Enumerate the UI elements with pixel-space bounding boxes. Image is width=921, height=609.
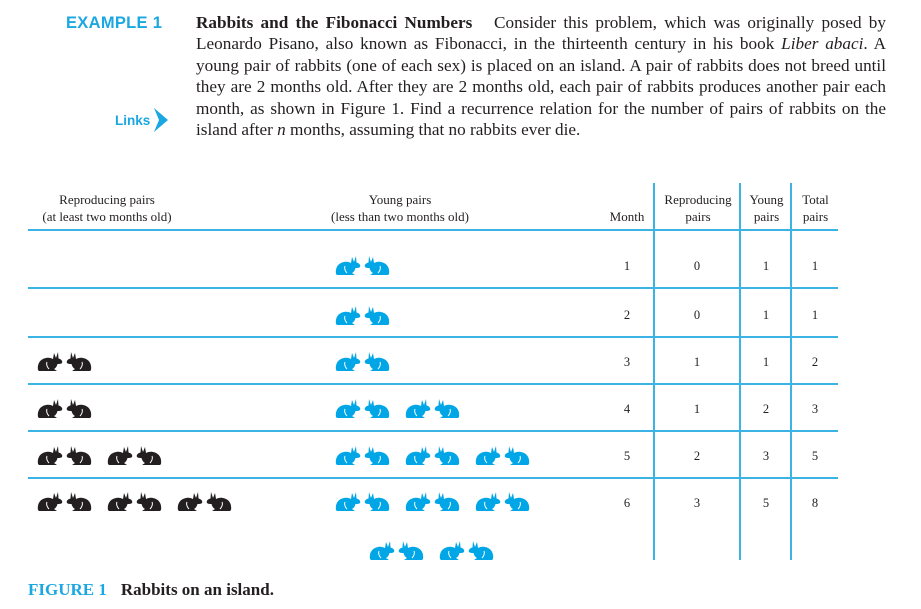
young-pairs-row: [334, 397, 461, 419]
header-col-repro-2: pairs: [685, 209, 711, 224]
reproducing-pairs-row: [36, 490, 233, 512]
rabbit-icon: [363, 444, 391, 466]
rabbit-icon: [176, 490, 204, 512]
divider-row: [28, 287, 838, 289]
cell-reproducing: 3: [693, 496, 701, 510]
divider-row: [28, 430, 838, 432]
young-rabbit-pair: [404, 490, 461, 512]
cell-total: 2: [811, 355, 819, 369]
header-col-total: [793, 191, 838, 225]
reproducing-rabbit-pair: [106, 444, 163, 466]
rabbit-icon: [368, 539, 396, 561]
column-divider: [790, 183, 792, 560]
rabbit-icon: [334, 444, 362, 466]
rabbit-icon: [363, 254, 391, 276]
chevron-right-icon: [154, 108, 168, 132]
young-rabbit-pair: [334, 490, 391, 512]
example-label: EXAMPLE 1: [66, 14, 163, 32]
variable-n: n: [277, 120, 286, 140]
rabbit-icon: [404, 490, 432, 512]
rabbit-icon: [438, 539, 466, 561]
reproducing-pairs-row: [36, 444, 163, 466]
example-text-3: months, assuming that no rabbits ever die.: [285, 120, 581, 140]
rabbit-icon: [334, 490, 362, 512]
young-pairs-row: [334, 304, 391, 326]
rabbit-icon: [106, 490, 134, 512]
header-month: Month: [609, 209, 645, 224]
rabbit-icon: [36, 490, 64, 512]
rabbit-icon: [65, 444, 93, 466]
cell-total: 3: [811, 402, 819, 416]
rabbit-icon: [135, 490, 163, 512]
figure-caption-text: Rabbits on an island.: [120, 580, 274, 599]
cell-reproducing: 1: [693, 355, 701, 369]
rabbit-icon: [36, 444, 64, 466]
cell-reproducing: 0: [693, 259, 701, 273]
young-rabbit-pair: [334, 350, 391, 372]
cell-young: 1: [762, 355, 770, 369]
reproducing-rabbit-pair: [106, 490, 163, 512]
column-divider: [653, 183, 655, 560]
example-text-1: Consider this problem, which was originally posed by Leonardo Pisano, also known as Fibonacci, in the thirteenth century in his book: [196, 13, 886, 54]
cell-reproducing: 2: [693, 449, 701, 463]
young-rabbit-pair: [404, 397, 461, 419]
rabbit-icon: [65, 350, 93, 372]
reproducing-rabbit-pair: [36, 490, 93, 512]
cell-total: 8: [811, 496, 819, 510]
young-rabbit-pair: [334, 304, 391, 326]
rabbit-icon: [404, 397, 432, 419]
young-pairs-row: [334, 490, 531, 512]
cell-month: 2: [623, 308, 631, 322]
links-button[interactable]: [115, 108, 168, 132]
rabbit-icon: [363, 304, 391, 326]
column-divider: [739, 183, 741, 560]
reproducing-rabbit-pair: [176, 490, 233, 512]
young-pairs-row: [368, 539, 495, 561]
cell-reproducing: 0: [693, 308, 701, 322]
rabbit-icon: [36, 397, 64, 419]
book-title: Liber abaci: [781, 34, 864, 54]
header-reproducing-line1: Reproducing pairs: [59, 192, 155, 207]
young-rabbit-pair: [474, 444, 531, 466]
rabbit-icon: [205, 490, 233, 512]
header-young-pairs: [310, 191, 490, 225]
example-text-2: . A young pair of rabbits (one of each sex) is placed on an island. A pair of rabbits does not breed until they are 2 months old. After they are 2 months old, each pair of rabbits produces another pair each month, as shown in Figure 1. Find a recurrence relation for the number of pairs of rabbits on the island after: [196, 34, 886, 140]
rabbit-icon: [363, 397, 391, 419]
header-col-total-1: Total: [802, 192, 829, 207]
cell-young: 3: [762, 449, 770, 463]
young-pairs-row: [334, 254, 391, 276]
rabbit-icon: [503, 444, 531, 466]
young-rabbit-pair: [438, 539, 495, 561]
header-young-line2: (less than two months old): [331, 209, 469, 224]
example-title: Rabbits and the Fibonacci Numbers: [196, 13, 473, 32]
cell-month: 6: [623, 496, 631, 510]
reproducing-pairs-row: [36, 397, 93, 419]
rabbit-icon: [334, 397, 362, 419]
young-rabbit-pair: [334, 397, 391, 419]
cell-total: 5: [811, 449, 819, 463]
rabbit-icon: [65, 397, 93, 419]
cell-month: 1: [623, 259, 631, 273]
rabbit-icon: [65, 490, 93, 512]
rabbit-icon: [36, 350, 64, 372]
reproducing-pairs-row: [36, 350, 93, 372]
rabbit-icon: [433, 444, 461, 466]
divider-row: [28, 383, 838, 385]
header-col-total-2: pairs: [802, 209, 829, 224]
example-paragraph: [196, 12, 886, 140]
cell-month: 5: [623, 449, 631, 463]
rabbit-icon: [433, 490, 461, 512]
young-rabbit-pair: [334, 254, 391, 276]
divider-row: [28, 477, 838, 479]
young-pairs-row: [334, 444, 531, 466]
divider-row: [28, 336, 838, 338]
young-rabbit-pair: [474, 490, 531, 512]
header-reproducing-line2: (at least two months old): [42, 209, 172, 224]
cell-total: 1: [811, 308, 819, 322]
rabbit-icon: [404, 444, 432, 466]
cell-total: 1: [811, 259, 819, 273]
rabbit-icon: [363, 490, 391, 512]
rabbit-icon: [334, 304, 362, 326]
cell-young: 2: [762, 402, 770, 416]
header-col-young: [742, 191, 791, 225]
divider-header: [28, 229, 838, 231]
young-rabbit-pair: [404, 444, 461, 466]
header-col-reproducing: [656, 191, 740, 225]
cell-young: 1: [762, 308, 770, 322]
header-col-repro-1: Reproducing: [664, 192, 732, 207]
rabbit-icon: [334, 350, 362, 372]
reproducing-rabbit-pair: [36, 350, 93, 372]
figure-caption: [28, 580, 274, 600]
cell-young: 5: [762, 496, 770, 510]
young-pairs-row: [334, 350, 391, 372]
rabbit-icon: [503, 490, 531, 512]
rabbit-icon: [363, 350, 391, 372]
figure-number: FIGURE 1: [28, 580, 107, 599]
rabbit-icon: [474, 490, 502, 512]
rabbit-icon: [106, 444, 134, 466]
rabbit-icon: [474, 444, 502, 466]
cell-young: 1: [762, 259, 770, 273]
links-label: Links: [115, 112, 151, 128]
reproducing-rabbit-pair: [36, 444, 93, 466]
cell-month: 4: [623, 402, 631, 416]
header-col-young-2: pairs: [753, 209, 780, 224]
header-reproducing-pairs: [28, 191, 186, 225]
young-rabbit-pair: [334, 444, 391, 466]
rabbit-icon: [135, 444, 163, 466]
reproducing-rabbit-pair: [36, 397, 93, 419]
rabbit-icon: [397, 539, 425, 561]
rabbit-icon: [334, 254, 362, 276]
header-col-young-1: Young: [749, 192, 784, 207]
cell-month: 3: [623, 355, 631, 369]
young-rabbit-pair: [368, 539, 425, 561]
rabbit-icon: [467, 539, 495, 561]
header-young-line1: Young pairs: [368, 192, 432, 207]
rabbit-icon: [433, 397, 461, 419]
cell-reproducing: 1: [693, 402, 701, 416]
